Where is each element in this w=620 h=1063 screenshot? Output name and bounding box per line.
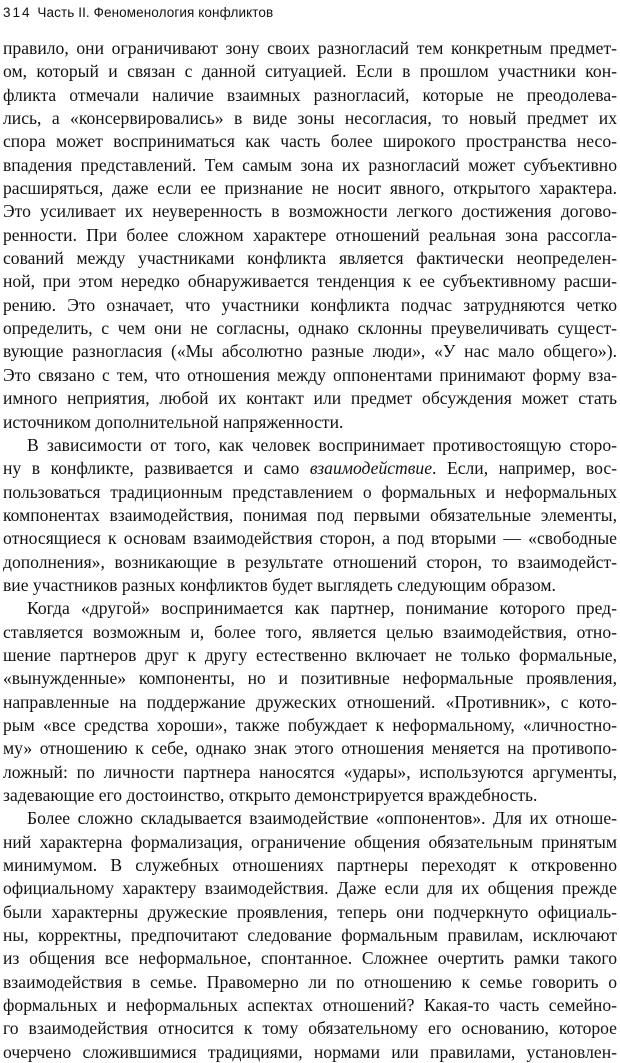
text-line: пользоваться традиционным представлением о формальных и неформальных: [3, 481, 617, 502]
text-fragment: . Если, например, вос-: [432, 458, 617, 479]
running-title: Часть II. Феноменология конфликтов: [37, 5, 274, 20]
text-line: задевающие его достоинство, открыто демонстрируется враждебность.: [3, 785, 538, 805]
text-line: взаимодействия в семье. Правомерно ли по отношению к семье говорить о: [3, 971, 617, 992]
text-line: впадения представлений. Тем самым зона их разногласий может субъективно: [3, 154, 617, 175]
text-line: дополнения», возникающие в результате отношений сторон, то взаимодейст-: [3, 551, 617, 572]
paragraph: [3, 37, 617, 434]
text-line: рению. Это означает, что участники конфликта подчас затрудняются четко: [3, 294, 617, 315]
text-line: относящиеся к основам взаимодействия сторон, а под вторыми — «свободные: [3, 528, 617, 549]
text-line: рым «все средства хороши», также побуждает к неформальному, «личностно-: [3, 714, 617, 735]
text-line: лись, а «консервировались» в виде зоны несогласия, то новый предмет их: [3, 108, 617, 129]
text-line: Более сложно складывается взаимодействие «оппонентов». Для их отноше-: [27, 808, 617, 829]
text-line: вующие разногласия («Мы абсолютно разные люди», «У нас мало общего»).: [3, 341, 617, 362]
text-line: ренности. При более сложном характере отношений реальная зона рассогла-: [3, 224, 617, 245]
text-line: определить, с чем они не согласны, однако склонны преувеличивать сущест-: [3, 318, 617, 339]
text-line: имного неприятия, любой их контакт или предмет обсуждения может стать: [3, 388, 617, 409]
text-line: [3, 457, 617, 480]
text-line: «вынужденные» компоненты, но и позитивные неформальные проявления,: [3, 668, 617, 689]
text-line: правило, они ограничивают зону своих разногласий тем конкретным предмет-: [3, 38, 617, 58]
running-header: [3, 3, 617, 23]
text-fragment: ну в конфликте, развивается и само: [3, 458, 300, 479]
paragraph: [3, 434, 617, 597]
text-line: Это связано с тем, что отношения между оппонентами принимают форму вза-: [3, 364, 617, 385]
text-line: В зависимости от того, как человек воспринимает противостоящую сторо-: [27, 434, 617, 455]
text-line: из общения все неформальное, спонтанное. Сложнее очертить рамки такого: [3, 948, 617, 969]
paragraph: [3, 597, 617, 807]
text-line: ний характерна формализация, ограничение общения обязательным принятым: [3, 831, 617, 852]
text-line: формальных и неформальных аспектах отношений? Какая-то часть семейно-: [3, 995, 617, 1016]
emphasized-term: взаимодействие: [309, 458, 433, 479]
text-line: го взаимодействия относится к тому обязательному его основанию, которое: [3, 1018, 617, 1039]
text-line: компонентах взаимодействия, понимая под первыми обязательные элементы,: [3, 504, 617, 525]
text-line: шение партнеров друг к другу естественно включает не только формальные,: [3, 644, 617, 665]
text-line: фликта отмечали наличие взаимных разногласий, которые не преодолева-: [3, 84, 617, 105]
text-line: направленные на поддержание дружеских отношений. «Противник», с кото-: [3, 691, 617, 712]
text-line: ны, корректны, предпочитают следование формальным правилам, исключают: [3, 925, 617, 946]
text-line: му» отношению к себе, однако знак этого отношения меняется на противопо-: [3, 738, 617, 759]
paragraph: [3, 807, 617, 1062]
text-line: очерчено сложившимися традициями, нормами или правилами, установлен-: [3, 1041, 617, 1062]
text-line: ложный: по личности партнера наносятся «удары», используются аргументы,: [3, 761, 617, 782]
text-line: официальному характеру взаимодействия. Даже если для их общения прежде: [3, 878, 617, 899]
text-line: ставляется возможным и, более того, является целью взаимодействия, отно-: [3, 621, 617, 642]
text-line: минимумом. В служебных отношениях партнеры переходят к откровенно: [3, 855, 617, 876]
text-line: Когда «другой» воспринимается как партнер, понимание которого пред-: [27, 598, 617, 619]
text-line: сований между участниками конфликта является фактически неопределен-: [3, 248, 617, 269]
text-line: вие участников разных конфликтов будет выглядеть следующим образом.: [3, 574, 556, 595]
text-line: расширяться, даже если ее признание не носит явного, открытого характера.: [3, 178, 617, 199]
text-line: спора может восприниматься как часть более широкого пространства несо-: [3, 131, 617, 152]
text-line: Это усиливает их неуверенность в возможности легкого достижения догово-: [3, 201, 617, 222]
body-text: [3, 37, 617, 1063]
text-line: источником дополнительной напряженности.: [3, 411, 344, 432]
text-line: были характерны дружеские проявления, теперь они подчеркнуто официаль-: [3, 901, 617, 922]
text-line: ом, который и связан с данной ситуацией. Если в прошлом участники кон-: [3, 61, 617, 82]
page-number: 314: [3, 5, 32, 20]
text-line: ной, при этом нередко обнаруживается тенденция к ее субъективному расши-: [3, 271, 617, 292]
